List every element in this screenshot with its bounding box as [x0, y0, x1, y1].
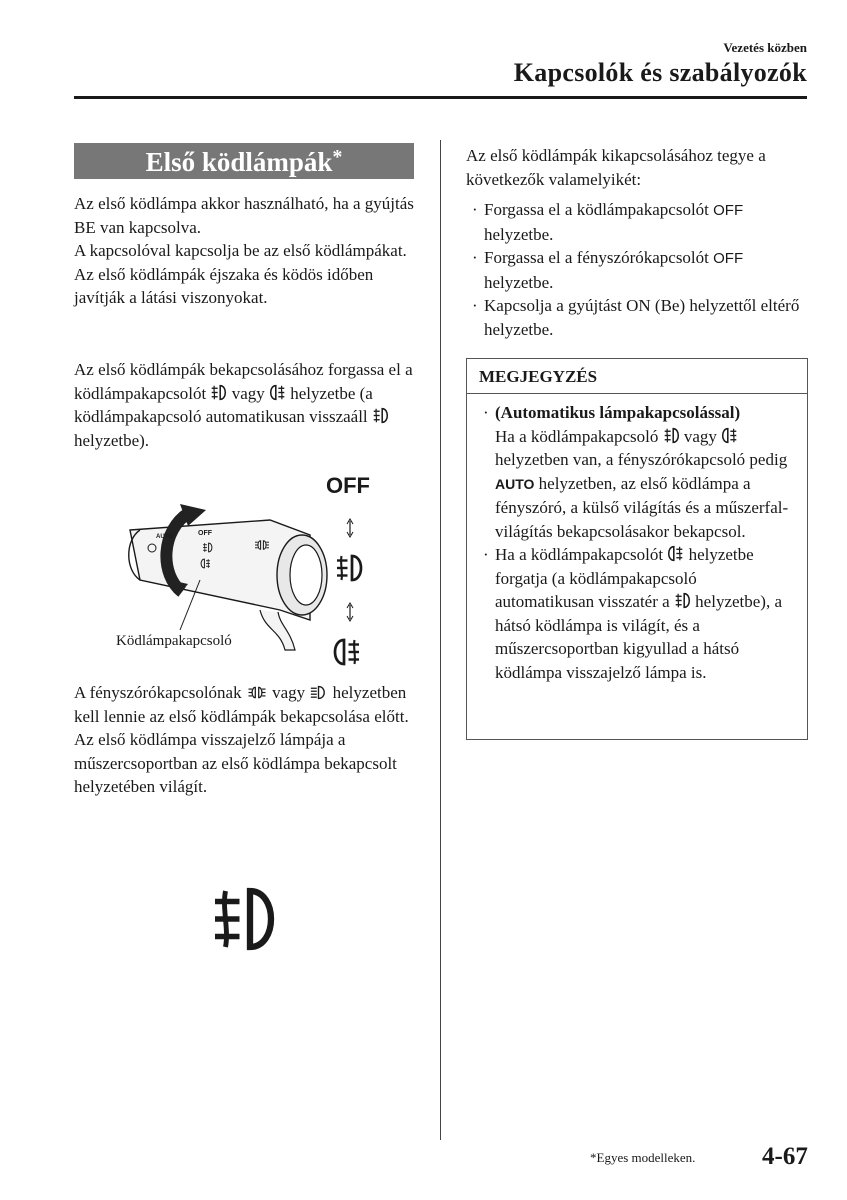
header-divider [74, 96, 807, 99]
front-fog-lamp-icon [663, 426, 680, 445]
section-asterisk: * [332, 146, 343, 168]
list-item-text: Kapcsolja a gyújtást ON (Be) helyzettől eltérő helyzetbe. [484, 296, 800, 339]
turn-off-intro: Az első ködlámpák kikapcsolásához tegye a következők valamelyikét: [466, 146, 766, 189]
rear-fog-lamp-icon [667, 544, 684, 563]
rear-fog-lamp-icon [721, 426, 738, 445]
lever-off-label: OFF [198, 530, 212, 537]
list-item-text: helyzetbe. [484, 224, 554, 244]
note-text: helyzetben, az első ködlámpa a fényszóró, a külső világítás és a műszerfal-világítás bekapcsolásakor bekapcsol. [495, 473, 789, 541]
front-fog-lamp-icon [210, 383, 227, 402]
indicator-text: Az első ködlámpa visszajelző lámpája a műszercsoportban az első ködlámpa bekapcsolt helyzetében világít. [74, 730, 397, 796]
diagram-off-label: OFF [326, 473, 370, 498]
fog-lamp-switch-diagram [120, 500, 440, 680]
note-text: helyzetben van, a fényszórókapcsoló pedig [495, 450, 788, 469]
lever-auto-label: AUTO [156, 534, 173, 540]
note-item-title: · (Automatikus lámpakapcsolással) [495, 403, 741, 422]
running-header-section: Vezetés közben [723, 40, 807, 55]
page-number: 4-67 [762, 1143, 808, 1170]
list-item [466, 246, 811, 294]
front-fog-lamp-icon [372, 406, 389, 425]
front-fog-indicator-icon [208, 884, 278, 954]
note-list [477, 401, 797, 684]
section-title-banner [74, 143, 414, 179]
list-item [466, 198, 811, 246]
note-body [467, 394, 807, 684]
page-heading: Kapcsolók és szabályozók [513, 58, 807, 87]
note-box [466, 358, 808, 740]
off-label: OFF [713, 250, 744, 267]
right-intro [466, 144, 811, 341]
parking-lamp-icon [246, 684, 268, 701]
note-text: Ha a ködlámpakapcsolót [495, 545, 664, 564]
legend-rear-fog-icon [335, 640, 359, 664]
off-label: OFF [713, 202, 744, 219]
list-item [466, 294, 811, 341]
diagram-caption: Ködlámpakapcsoló [116, 633, 232, 649]
description-text: A kapcsolóval kapcsolja be az első ködlámpákat. Az első ködlámpák éjszaka és ködös időben javítják a látási viszonyokat. [74, 241, 407, 307]
footnote: *Egyes modelleken. [590, 1150, 696, 1165]
note-text: helyzetbe forgatja (a ködlámpakapcsoló automatikusan visszatér a [495, 545, 754, 611]
headlight-req-text-a: A fényszórókapcsolónak [74, 683, 242, 702]
section-title: Első ködlámpák [145, 147, 333, 177]
auto-label: AUTO [495, 475, 535, 492]
column-divider [440, 140, 441, 1140]
note-text: Ha a ködlámpakapcsoló [495, 426, 659, 446]
left-paragraph-1 [74, 192, 424, 310]
legend-front-fog-icon [337, 556, 361, 580]
headlight-req-text-c: helyzetben kell lennie az első ködlámpák bekapcsolása előtt. [74, 683, 409, 726]
list-item-text: Forgassa el a fényszórókapcsolót [484, 248, 709, 267]
list-item-text: helyzetbe. [484, 272, 554, 292]
turn-off-list [466, 198, 811, 341]
note-heading: MEGJEGYZÉS [467, 359, 807, 394]
rear-fog-lamp-icon [269, 383, 286, 402]
availability-text: Az első ködlámpa akkor használható, ha a gyújtás BE van kapcsolva. [74, 194, 414, 237]
turn-on-text-b: vagy [231, 383, 265, 403]
front-fog-lamp-icon [674, 591, 691, 610]
headlight-req-text-b: vagy [272, 683, 306, 702]
switch-positions-legend [322, 515, 372, 675]
note-text: helyzetbe), a hátsó ködlámpa is világít, és a műszercsoportban kigyullad a hátsó ködlámpa visszajelző lámpa is. [495, 592, 783, 682]
left-paragraph-2 [74, 358, 424, 452]
list-item-text: Forgassa el a ködlámpakapcsolót [484, 200, 709, 219]
turn-on-text-d: helyzetbe). [74, 430, 150, 450]
turn-on-text-c: helyzetbe (a ködlámpakapcsoló automatikusan visszaáll [74, 383, 373, 426]
turn-on-text-a: Az első ködlámpák bekapcsolásához forgassa el a ködlámpakapcsolót [74, 360, 413, 403]
headlight-icon [309, 684, 328, 701]
list-item [477, 401, 797, 543]
left-paragraph-3 [74, 681, 424, 799]
list-item [477, 543, 797, 684]
note-text: vagy [683, 426, 717, 446]
